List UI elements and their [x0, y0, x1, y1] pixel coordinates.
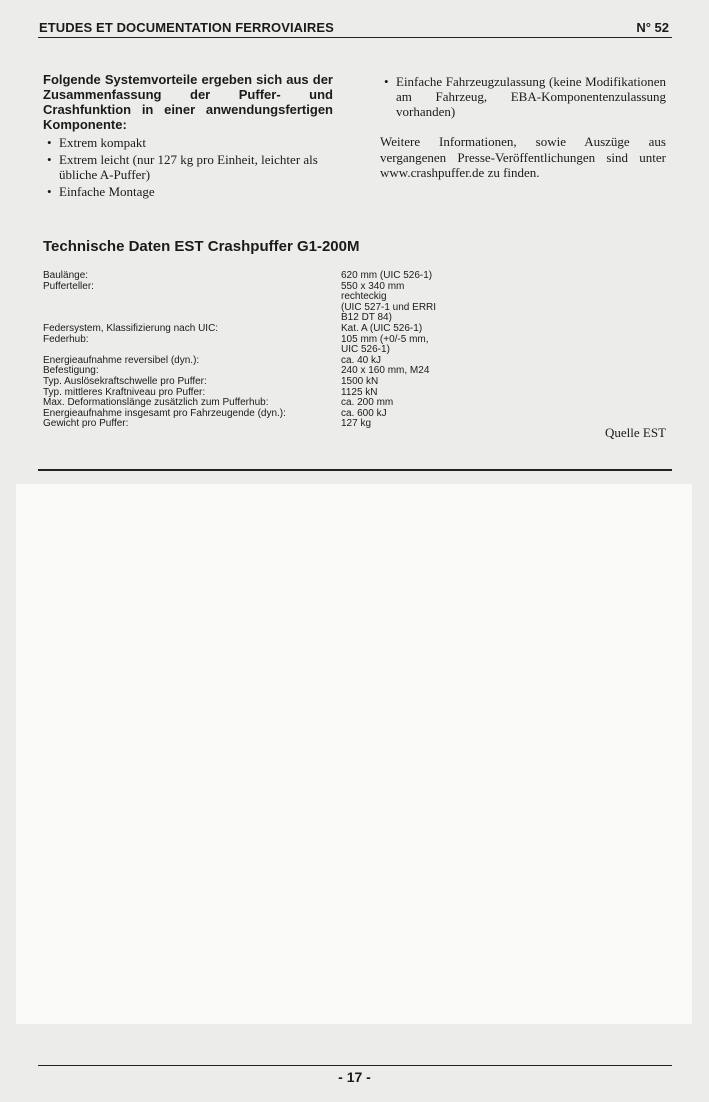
table-row — [43, 303, 443, 324]
spec-label: Befestigung: — [43, 365, 99, 377]
publication-title: ETUDES ET DOCUMENTATION FERROVIAIRES — [39, 20, 334, 35]
advantages-list — [43, 135, 333, 199]
blank-area — [16, 484, 692, 1024]
spec-value: 550 x 340 mm rechteckig — [341, 280, 405, 303]
spec-label: Gewicht pro Puffer: — [43, 418, 129, 430]
source-note: Quelle EST — [604, 425, 666, 440]
table-row — [43, 377, 443, 388]
spec-label: Max. Deformationslänge zusätzlich zum Pufferhub: — [43, 397, 269, 409]
table-row — [43, 335, 443, 356]
right-column — [380, 72, 666, 181]
issue-number: N° 52 — [636, 20, 669, 35]
spec-value: 1500 kN — [341, 375, 379, 387]
spec-value: 127 kg — [341, 418, 372, 430]
spec-label — [43, 303, 341, 324]
spec-value: (UIC 527-1 und ERRI B12 DT 84) — [341, 301, 437, 324]
list-item: • Extrem kompakt — [59, 135, 333, 150]
approval-list — [380, 74, 666, 119]
list-item: • Einfache Montage — [59, 184, 333, 199]
list-item: • Einfache Fahrzeugzulassung (keine Modifikationen am Fahrzeug, EBA-Komponentenzulassung vorhanden) — [396, 74, 666, 119]
footer-rule — [38, 1065, 672, 1066]
spec-value: 620 mm (UIC 526-1) — [341, 270, 433, 281]
section-rule — [38, 469, 672, 471]
spec-value: ca. 40 kJ — [341, 354, 382, 366]
tech-data-title: Technische Daten EST Crashpuffer G1-200M — [43, 238, 360, 255]
advantages-heading: Folgende Systemvorteile ergeben sich aus der Zusammenfassung der Puffer- und Crashfunktion in einer anwendungsfertigen Komponente: — [43, 72, 333, 132]
spec-label: Energieaufnahme insgesamt pro Fahrzeugende (dyn.): — [43, 407, 286, 419]
spec-value: 240 x 160 mm, M24 — [341, 365, 430, 377]
spec-label: Energieaufnahme reversibel (dyn.): — [43, 354, 200, 366]
left-column — [43, 72, 333, 201]
table-row — [43, 324, 443, 335]
spec-value: 1125 kN — [341, 386, 378, 398]
spec-value: ca. 600 kJ — [341, 407, 387, 419]
table-row — [43, 419, 443, 430]
spec-label: Baulänge: — [43, 270, 89, 281]
more-info-paragraph: Weitere Informationen, sowie Auszüge aus vergangenen Presse-Veröffentlichungen sind unter www.crashpuffer.de zu finden. — [380, 134, 666, 180]
list-item: • Extrem leicht (nur 127 kg pro Einheit, leichter als übliche A-Puffer) — [59, 152, 333, 182]
spec-label: Federhub: — [43, 333, 89, 345]
spec-label: Typ. mittleres Kraftniveau pro Puffer: — [43, 386, 206, 398]
table-row — [43, 271, 443, 282]
spec-label: Typ. Auslösekraftschwelle pro Puffer: — [43, 375, 207, 387]
spec-value: ca. 200 mm — [341, 397, 394, 409]
spec-table — [43, 271, 443, 430]
spec-value: Kat. A (UIC 526-1) — [341, 322, 423, 334]
spec-label: Federsystem, Klassifizierung nach UIC: — [43, 322, 219, 334]
page-number: - 17 - — [338, 1069, 371, 1085]
header-rule — [38, 37, 672, 38]
spec-value: 105 mm (+0/-5 mm, UIC 526-1) — [341, 333, 429, 356]
spec-label: Pufferteller: — [43, 280, 94, 292]
table-row — [43, 282, 443, 303]
